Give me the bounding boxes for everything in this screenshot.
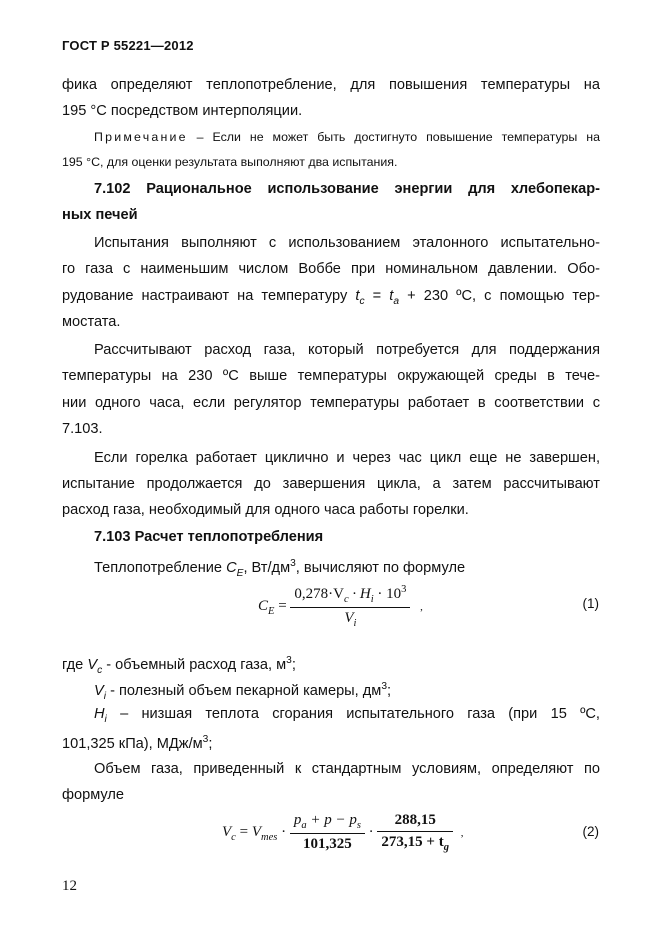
subscript: a xyxy=(301,820,307,831)
note-line xyxy=(62,124,600,150)
standard-header: ГОСТ Р 55221—2012 xyxy=(62,38,194,53)
dot: · xyxy=(277,823,290,840)
paragraph-line: фика определяют теплопотребление, для повышения температуры на xyxy=(62,77,600,93)
superscript: 3 xyxy=(202,734,209,745)
superscript: 3 xyxy=(401,584,407,595)
text-fragment: , Вт/дм xyxy=(243,559,291,576)
text-fragment: ; xyxy=(291,656,296,673)
paragraph-line: Если горелка работает циклично и через час цикл еще не завершен, xyxy=(94,450,600,466)
superscript: 3 xyxy=(381,681,388,692)
num-part: 0,278·V xyxy=(294,586,344,602)
subscript: c xyxy=(359,295,365,307)
fraction xyxy=(377,812,453,853)
formula-comma: , xyxy=(420,600,423,613)
subscript: i xyxy=(104,713,107,725)
paragraph-line: испытание продолжается до завершения цикла, а затем рассчитывают xyxy=(62,476,600,492)
var-c: C xyxy=(226,559,237,576)
paragraph-line: нии одного часа, если регулятор температуры работает в соответствии с xyxy=(62,395,600,411)
note-label: Примечание xyxy=(94,130,188,144)
equation-number-1: (1) xyxy=(582,596,599,611)
paragraph-line: Объем газа, приведенный к стандартным условиям, определяют по xyxy=(94,761,600,777)
section-heading-7-102: 7.102 Рациональное использование энергии для хлебопекар- xyxy=(94,181,600,197)
where-line xyxy=(62,727,600,757)
text-fragment: где xyxy=(62,656,88,673)
paragraph-line: расход газа, необходимый для одного часа работы горелки. xyxy=(62,502,469,518)
superscript: 3 xyxy=(286,655,292,666)
note-text: – Если не может быть достигнуто повышение температуры на xyxy=(187,130,600,144)
superscript: 3 xyxy=(290,558,296,569)
note-line: 195 °С, для оценки результата выполняют два испытания. xyxy=(62,155,398,169)
text-fragment: Теплопотребление xyxy=(94,559,227,576)
text-fragment: - объемный расход газа, м xyxy=(102,656,287,673)
text-fragment: 101,325 кПа), МДж/м xyxy=(62,735,203,752)
fraction xyxy=(290,584,410,629)
subscript: mes xyxy=(260,831,278,843)
text-fragment: ; xyxy=(208,735,213,752)
subscript: E xyxy=(268,605,275,617)
denominator xyxy=(290,608,410,629)
var-v: V xyxy=(87,656,98,673)
num-part: p xyxy=(293,812,302,828)
num-part: · 10 xyxy=(373,586,402,602)
var-t: t xyxy=(355,288,360,304)
subscript: c xyxy=(231,831,236,843)
subscript: E xyxy=(236,567,244,579)
text-fragment: рудование настраивают на температуру xyxy=(62,288,356,304)
paragraph-line: Рассчитывают расход газа, который потребуется для поддержания xyxy=(94,342,600,358)
subscript: i xyxy=(103,690,107,702)
dot: · xyxy=(364,823,378,840)
var-v: V xyxy=(94,682,104,699)
formula-lhs: C xyxy=(258,597,269,614)
subscript: s xyxy=(356,820,361,831)
equals: = xyxy=(364,288,390,304)
formula-1 xyxy=(258,584,423,629)
formula-lhs: V xyxy=(222,823,232,840)
denominator: 101,325 xyxy=(303,836,352,852)
text-fragment: ; xyxy=(387,682,392,699)
subscript: i xyxy=(353,618,357,629)
formula-2 xyxy=(222,812,463,853)
paragraph-line: температуры на 230 ºC выше температуры окружающей среды в тече- xyxy=(62,368,600,384)
var-h: H xyxy=(94,706,105,722)
equation-number-2: (2) xyxy=(582,824,599,839)
formula-comma: , xyxy=(460,826,464,839)
paragraph-line: Испытания выполняют с использованием эталонного испытательно- xyxy=(94,235,600,251)
subscript: g xyxy=(443,842,449,853)
denominator xyxy=(377,832,453,853)
subscript: a xyxy=(393,295,400,307)
text-fragment: - полезный объем пекарной камеры, дм xyxy=(106,682,382,699)
subscript: c xyxy=(343,594,349,605)
numerator: 288,15 xyxy=(377,812,453,832)
fraction xyxy=(290,812,365,853)
subscript: i xyxy=(370,594,374,605)
numerator xyxy=(290,812,365,834)
paragraph-line: го газа с наименьшим числом Воббе при номинальном давлении. Обо- xyxy=(62,261,600,277)
paragraph-line: формуле xyxy=(62,787,125,803)
paragraph-line xyxy=(62,551,600,587)
paragraph-line: 7.103. xyxy=(62,421,103,437)
text-fragment: , вычисляют по формуле xyxy=(295,559,466,576)
den-part: V xyxy=(344,610,354,626)
var-v: V xyxy=(251,823,261,840)
num-part: · H xyxy=(348,586,371,602)
num-part: + p − p xyxy=(306,812,357,828)
page-number: 12 xyxy=(62,878,77,894)
equals: = xyxy=(235,823,252,840)
den-part: 273,15 + t xyxy=(381,834,444,850)
text-fragment: + 230 ºC, с помощью тер- xyxy=(399,288,600,304)
var-t: t xyxy=(389,288,394,304)
subscript: c xyxy=(97,664,103,676)
section-heading-7-102-cont: ных печей xyxy=(62,207,138,223)
text-fragment: – низшая теплота сгорания испытательного газа (при 15 ºC, xyxy=(106,706,600,722)
paragraph-line: мостата. xyxy=(62,314,121,330)
numerator xyxy=(290,584,410,608)
paragraph-line: 195 °C посредством интерполяции. xyxy=(62,103,303,119)
equals: = xyxy=(274,597,291,614)
section-heading-7-103: 7.103 Расчет теплопотребления xyxy=(94,529,324,545)
